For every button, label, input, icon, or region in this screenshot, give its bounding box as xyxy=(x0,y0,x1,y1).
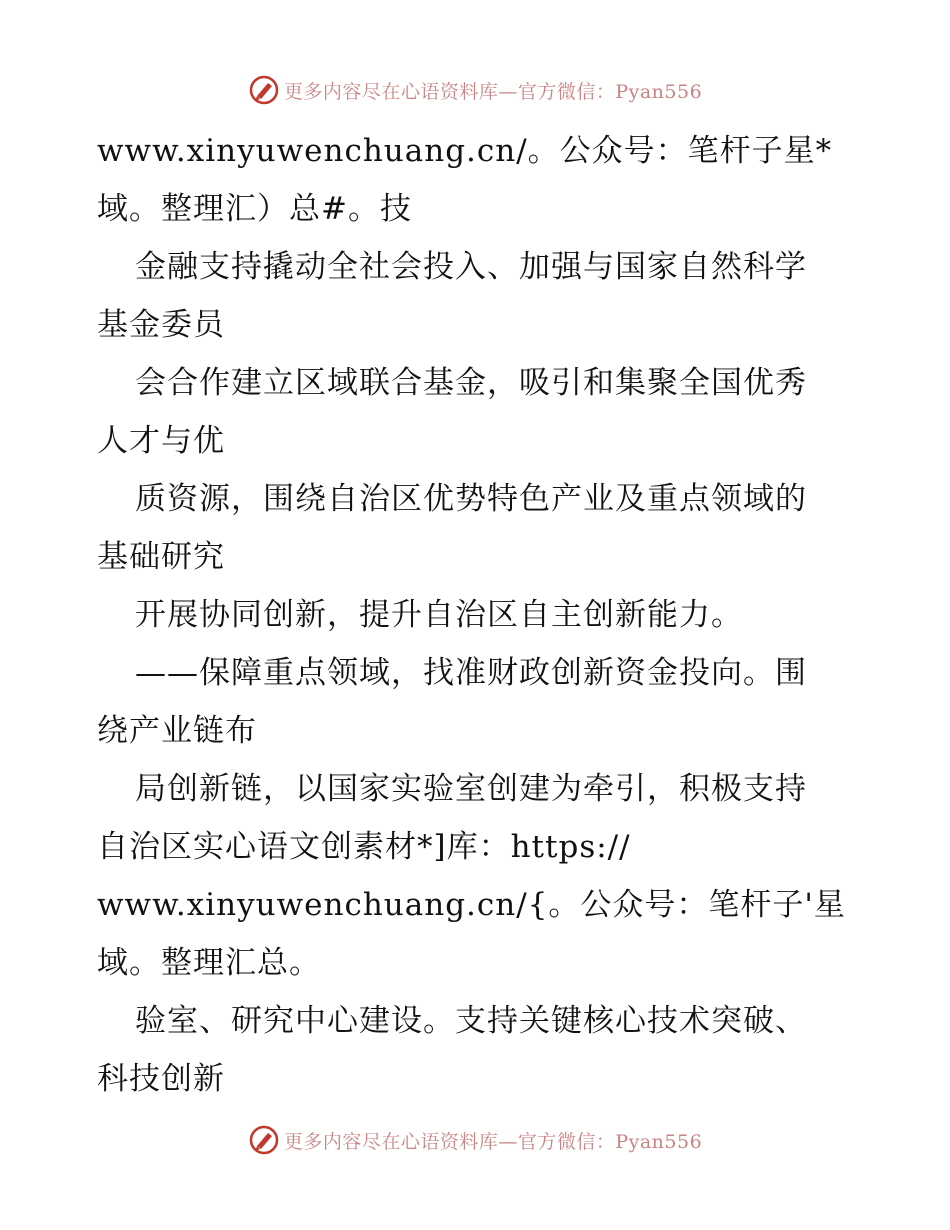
pen-logo-icon xyxy=(248,1124,280,1156)
text-line: 域。整理汇总。 xyxy=(97,945,321,981)
banner-text: 更多内容尽在心语资料库—官方微信：Pyan556 xyxy=(283,1130,703,1153)
text-line: 局创新链，以国家实验室创建为牵引，积极支持 xyxy=(135,771,807,807)
text-line: 域。整理汇）总#。技 xyxy=(97,191,412,227)
text-line: 基金委员 xyxy=(97,307,225,343)
text-line: 开展协同创新，提升自治区自主创新能力。 xyxy=(135,597,743,633)
text-line: www.xinyuwenchuang.cn/{。公众号：笔杆子'星 xyxy=(97,887,846,923)
text-line: 绕产业链布 xyxy=(97,713,257,749)
text-line: ——保障重点领域，找准财政创新资金投向。围 xyxy=(135,655,807,691)
footer-banner xyxy=(0,1120,950,1160)
text-line: www.xinyuwenchuang.cn/。公众号：笔杆子星* xyxy=(97,133,833,169)
text-line: 验室、研究中心建设。支持关键核心技术突破、 xyxy=(135,1003,807,1039)
text-line: 科技创新 xyxy=(97,1061,225,1097)
pen-logo-icon xyxy=(248,74,280,106)
header-banner xyxy=(0,70,950,110)
text-line: 自治区实心语文创素材*]库：https:// xyxy=(97,829,631,865)
text-line: 基础研究 xyxy=(97,539,225,575)
document-body xyxy=(97,122,857,1108)
text-line: 会合作建立区域联合基金，吸引和集聚全国优秀 xyxy=(135,365,807,401)
text-line: 金融支持撬动全社会投入、加强与国家自然科学 xyxy=(135,249,807,285)
text-line: 人才与优 xyxy=(97,423,225,459)
banner-text: 更多内容尽在心语资料库—官方微信：Pyan556 xyxy=(283,80,703,103)
text-line: 质资源，围绕自治区优势特色产业及重点领域的 xyxy=(135,481,807,517)
